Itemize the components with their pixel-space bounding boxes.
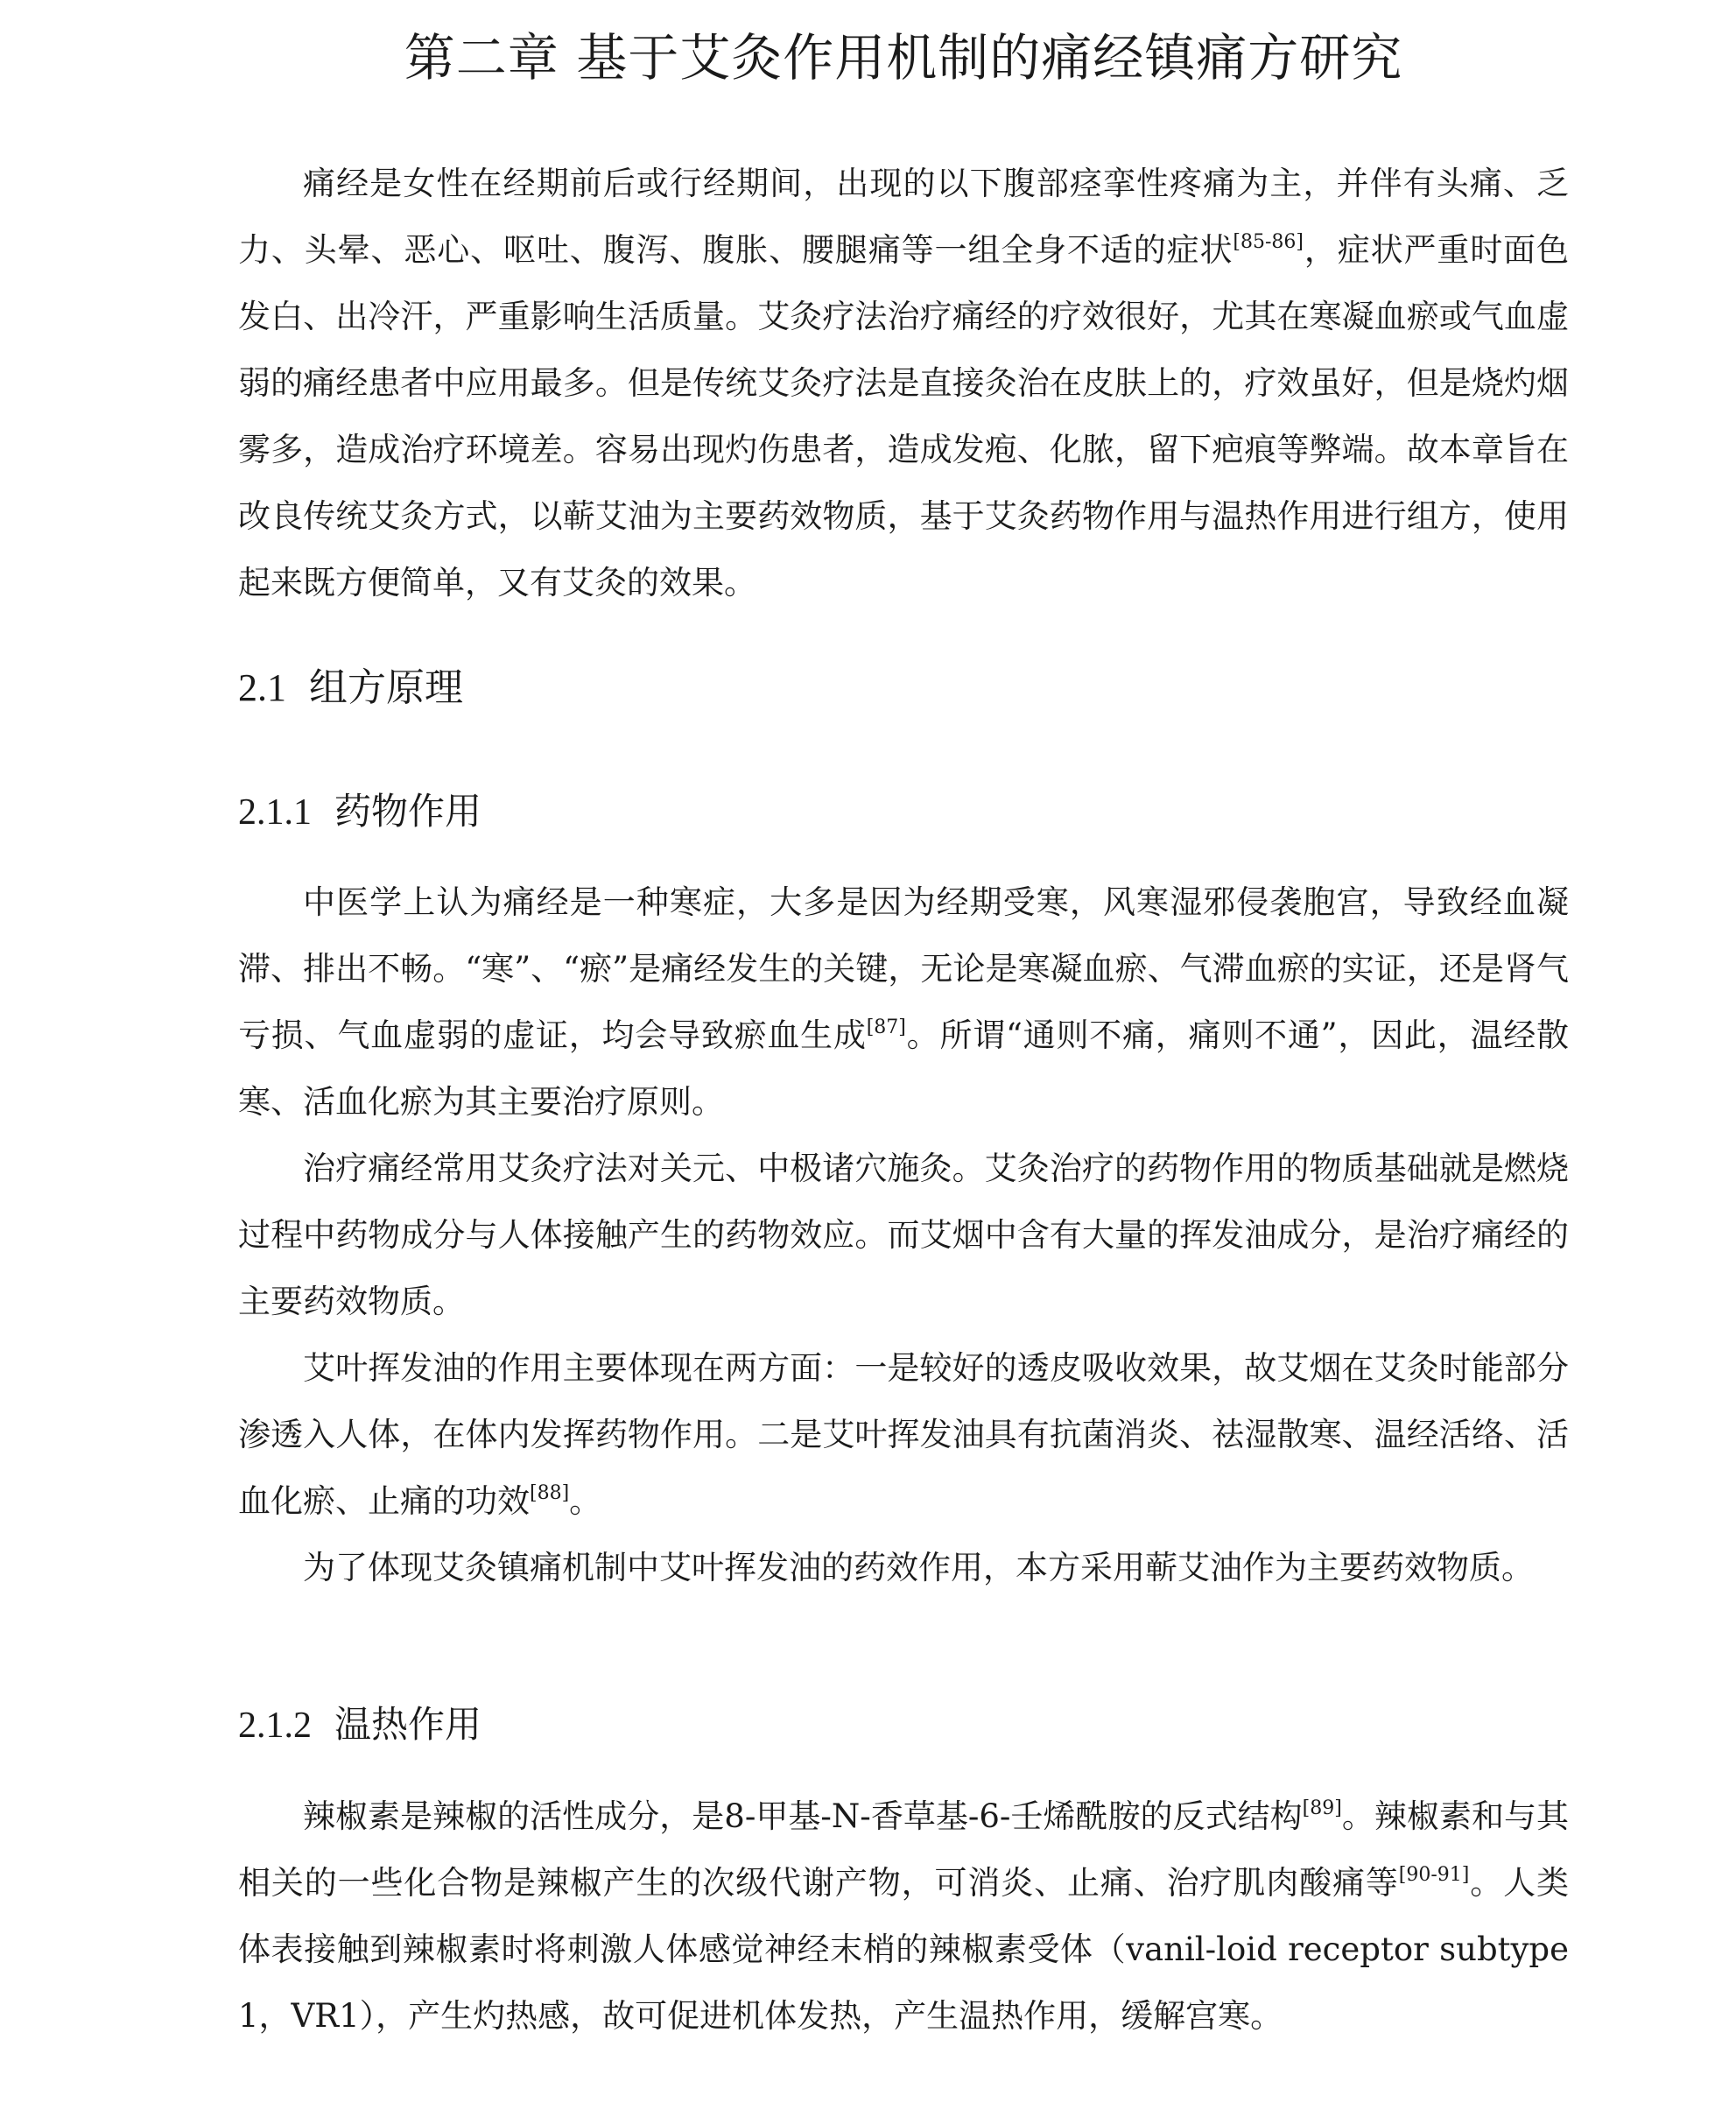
citation-ref[interactable]: [87]	[866, 1016, 906, 1038]
document-page	[238, 0, 1569, 2117]
intro-p1-text-2: ，症状严重时面色发白、出冷汗，严重影响生活质量。艾灸疗法治疗痛经的疗效很好，尤其在寒凝血瘀或气血虚弱的痛经患者中应用最多。但是传统艾灸疗法是直接灸治在皮肤上的，疗效虽好，但是烧灼烟雾多，造成治疗环境差。容易出现灼伤患者，造成发疱、化脓，留下疤痕等弊端。故本章旨在改良传统艾灸方式，以蕲艾油为主要药效物质，基于艾灸药物作用与温热作用进行组方，使用起来既方便简单，又有艾灸的效果。	[238, 231, 1570, 601]
s211-p3-text-2: 。	[569, 1482, 602, 1520]
heading-2-1-2	[238, 1699, 1569, 1752]
heading-number: 2.1	[238, 666, 286, 709]
section-2-1-1-paragraph-1	[238, 869, 1569, 1136]
heading-text: 温热作用	[334, 1703, 482, 1746]
citation-ref[interactable]: [85-86]	[1233, 231, 1304, 253]
intro-section	[238, 151, 1569, 616]
citation-ref[interactable]: [88]	[530, 1482, 570, 1504]
chapter-title: 第二章 基于艾灸作用机制的痛经镇痛方研究	[404, 28, 1403, 88]
s212-p1-text-3: 。人类体表接触到辣椒素时将刺激人体感觉神经末梢的辣椒素受体（vanil-loid receptor subtype 1，VR1），产生灼热感，故可促进机体发热，产生温热作用，缓解宫寒。	[238, 1864, 1570, 2035]
intro-paragraph-1	[238, 151, 1569, 616]
intro-p1-text-1: 痛经是女性在经期前后或行经期间，出现的以下腹部痉挛性疼痛为主，并伴有头痛、乏力、头晕、恶心、呕吐、腹泻、腹胀、腰腿痛等一组全身不适的症状	[238, 165, 1569, 269]
section-2-1-1-paragraph-4: 为了体现艾灸镇痛机制中艾叶挥发油的药效作用，本方采用蕲艾油作为主要药效物质。	[303, 1549, 1534, 1586]
heading-number: 2.1.1	[238, 792, 312, 833]
s212-p1-text-1: 辣椒素是辣椒的活性成分，是8-甲基-N-香草基-6-壬烯酰胺的反式结构	[303, 1797, 1303, 1835]
section-2-1-2-body	[238, 1783, 1569, 2050]
s211-p1-text-1: 中医学上认为痛经是一种寒症，大多是因为经期受寒，风寒湿邪侵袭胞宫，导致经血凝滞、排出不畅。“寒”、“瘀”是痛经发生的关键，无论是寒凝血瘀、气滞血瘀的实证，还是肾气亏损、气血虚弱的虚证，均会导致瘀血生成	[238, 883, 1569, 1054]
heading-text: 组方原理	[309, 665, 463, 710]
s211-p1-text-2: 。所谓“通则不痛，痛则不通”，因此，温经散寒、活血化瘀为其主要治疗原则。	[238, 1016, 1569, 1121]
heading-2-1	[238, 662, 1569, 714]
s211-p3-text-1: 艾叶挥发油的作用主要体现在两方面：一是较好的透皮吸收效果，故艾烟在艾灸时能部分渗透入人体，在体内发挥药物作用。二是艾叶挥发油具有抗菌消炎、祛湿散寒、温经活络、活血化瘀、止痛的功效	[238, 1349, 1569, 1520]
heading-number: 2.1.2	[238, 1706, 312, 1746]
section-2-1-1-heading	[238, 785, 1569, 839]
section-2-1-1-paragraph-2: 治疗痛经常用艾灸疗法对关元、中极诸穴施灸。艾灸治疗的药物作用的物质基础就是燃烧过程中药物成分与人体接触产生的药物效应。而艾烟中含有大量的挥发油成分，是治疗痛经的主要药效物质。	[238, 1150, 1569, 1320]
heading-2-1-1	[238, 785, 1569, 839]
section-2-1-2-paragraph-1	[238, 1783, 1569, 2050]
citation-ref[interactable]: [89]	[1302, 1797, 1342, 1819]
heading-text: 药物作用	[334, 790, 482, 833]
s212-p1-text-2: 。辣椒素和与其相关的一些化合物是辣椒产生的次级代谢产物，可消炎、止痛、治疗肌肉酸痛等	[238, 1797, 1570, 1902]
section-2-1-heading	[238, 662, 1569, 714]
citation-ref[interactable]: [90-91]	[1398, 1864, 1470, 1886]
section-2-1-1-body	[238, 869, 1569, 1601]
section-2-1-2-heading	[238, 1699, 1569, 1752]
section-2-1-1-paragraph-3	[238, 1335, 1569, 1535]
